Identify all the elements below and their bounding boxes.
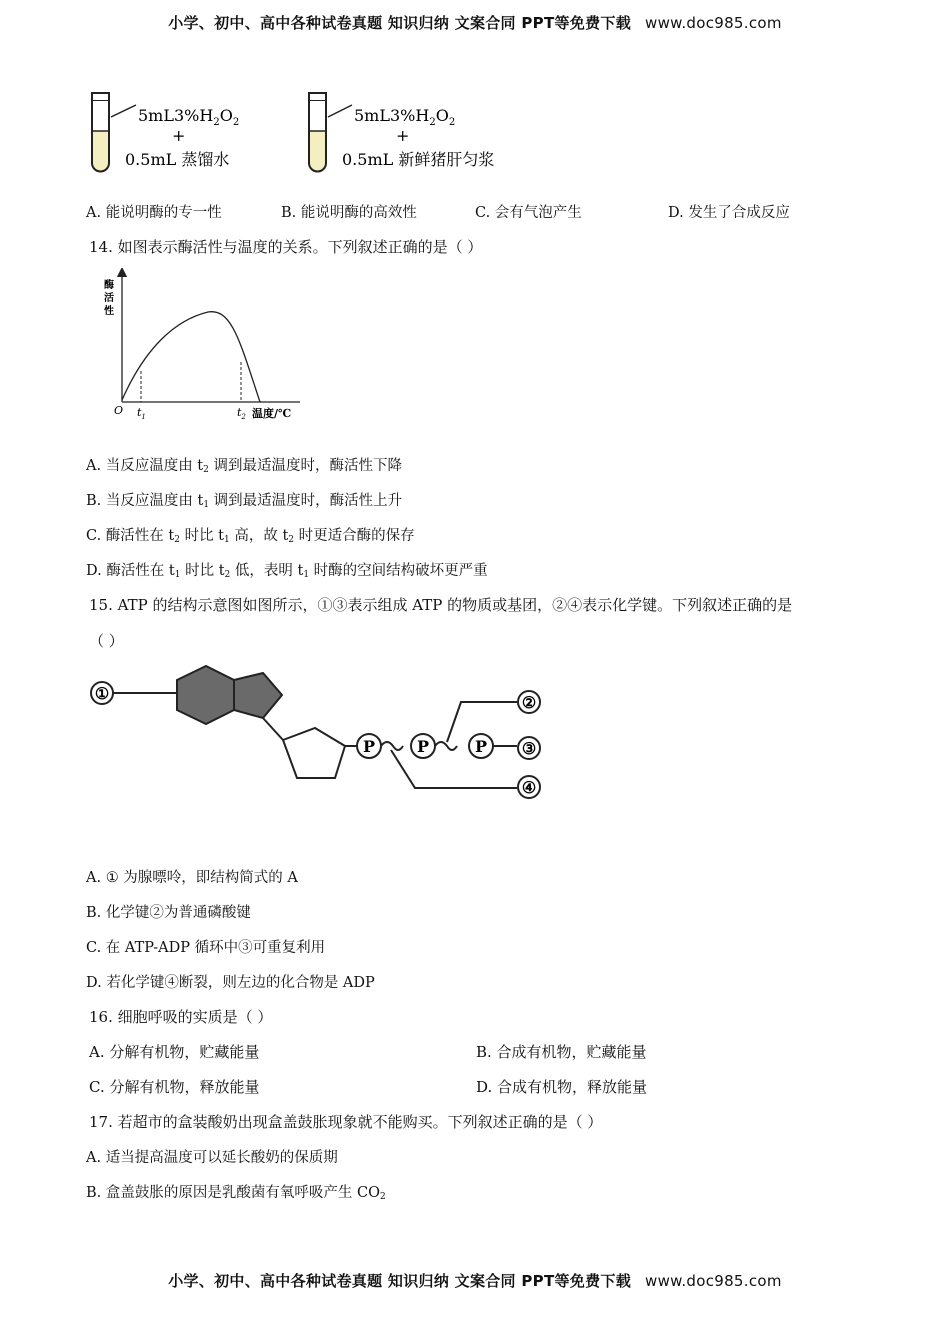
high-energy-bond-2 <box>435 742 457 750</box>
header-url[interactable]: www.doc985.com <box>645 14 782 32</box>
label-2: ② <box>521 693 537 712</box>
q14-option-b[interactable]: B. 当反应温度由 $t_1$ 调到最适温度时，酶活性上升 <box>86 493 403 510</box>
q16-option-c[interactable]: C. 分解有机物，释放能量 <box>89 1078 260 1096</box>
adenine-pentagon <box>234 673 282 718</box>
q13-option-b[interactable]: B. 能说明酶的高效性 <box>281 205 417 221</box>
page-footer <box>0 1270 950 1291</box>
q16-option-b[interactable]: B. 合成有机物，贮藏能量 <box>476 1043 647 1061</box>
t1-label: $t_1$ <box>137 406 146 421</box>
q13-option-c[interactable]: C. 会有气泡产生 <box>475 205 582 221</box>
phosphate-1-label: P <box>362 737 376 756</box>
header-text: 小学、初中、高中各种试卷真题 知识归纳 文案合同 PPT等免费下载 <box>168 14 631 32</box>
footer-text: 小学、初中、高中各种试卷真题 知识归纳 文案合同 PPT等免费下载 <box>168 1272 631 1290</box>
ribose-pentagon <box>283 728 345 778</box>
ylabel-1: 酶 <box>104 280 114 291</box>
q15-option-d[interactable]: D. 若化学键④断裂，则左边的化合物是 ADP <box>86 975 375 991</box>
q16-stem: 16. 细胞呼吸的实质是（ ） <box>89 1008 273 1026</box>
test-tube-figure <box>80 85 540 185</box>
atp-structure-diagram <box>85 660 555 800</box>
phosphate-2-label: P <box>416 737 430 756</box>
q14-stem: 14. 如图表示酶活性与温度的关系。下列叙述正确的是（ ） <box>89 238 483 256</box>
xlabel: 温度/℃ <box>252 407 292 420</box>
tube2-line1: $5mL3\%H_2O_2$ <box>354 106 456 128</box>
t2-label: $t_2$ <box>237 406 246 421</box>
q16-option-a[interactable]: A. 分解有机物，贮藏能量 <box>89 1043 260 1061</box>
q14-option-a[interactable]: A. 当反应温度由 $t_2$ 调到最适温度时，酶活性下降 <box>86 458 402 475</box>
adenine-hexagon <box>177 666 234 724</box>
phosphate-3-label: P <box>474 737 488 756</box>
tube1-plus: + <box>172 126 186 145</box>
q17-option-b[interactable]: B. 盒盖鼓胀的原因是乳酸菌有氧呼吸产生 $CO_2$ <box>86 1185 386 1202</box>
q14-option-d[interactable]: D. 酶活性在 $t_1$ 时比 $t_2$ 低，表明 $t_1$ 时酶的空间结构破坏更严重 <box>86 563 488 580</box>
high-energy-bond-4 <box>381 742 403 750</box>
enzyme-temperature-graph <box>100 268 315 428</box>
label-1: ① <box>94 684 110 703</box>
ylabel-3: 性 <box>104 306 114 317</box>
q15-option-a[interactable]: A. ① 为腺嘌呤，即结构简式的 A <box>86 870 298 886</box>
tube2-plus: + <box>396 126 410 145</box>
label-4: ④ <box>521 778 537 797</box>
tube1-line2: 0.5mL 蒸馏水 <box>125 150 230 169</box>
q15-stem-line1: 15. ATP 的结构示意图如图所示，①③表示组成 ATP 的物质或基团，②④表示化学键。下列叙述正确的是 <box>89 596 793 614</box>
q15-option-c[interactable]: C. 在 ATP-ADP 循环中③可重复利用 <box>86 940 326 956</box>
footer-url[interactable]: www.doc985.com <box>645 1272 782 1290</box>
q13-option-d[interactable]: D. 发生了合成反应 <box>668 205 790 221</box>
page-header <box>0 12 950 33</box>
q17-stem: 17. 若超市的盒装酸奶出现盒盖鼓胀现象就不能购买。下列叙述正确的是（ ） <box>89 1113 603 1131</box>
q13-option-a[interactable]: A. 能说明酶的专一性 <box>86 205 222 221</box>
label-3: ③ <box>521 739 537 758</box>
tube1-line1: $5mL3\%H_2O_2$ <box>138 106 240 128</box>
origin-label: O <box>114 404 124 417</box>
tube2-line2: 0.5mL 新鲜猪肝匀浆 <box>342 150 495 169</box>
q15-stem-line2: （ ） <box>89 632 124 650</box>
q16-option-d[interactable]: D. 合成有机物，释放能量 <box>476 1078 648 1096</box>
q17-option-a[interactable]: A. 适当提高温度可以延长酸奶的保质期 <box>86 1150 338 1166</box>
ylabel-2: 活 <box>104 293 114 304</box>
q14-option-c[interactable]: C. 酶活性在 $t_2$ 时比 $t_1$ 高，故 $t_2$ 时更适合酶的保存 <box>86 528 415 545</box>
q15-option-b[interactable]: B. 化学键②为普通磷酸键 <box>86 905 251 921</box>
activity-curve <box>122 312 260 402</box>
